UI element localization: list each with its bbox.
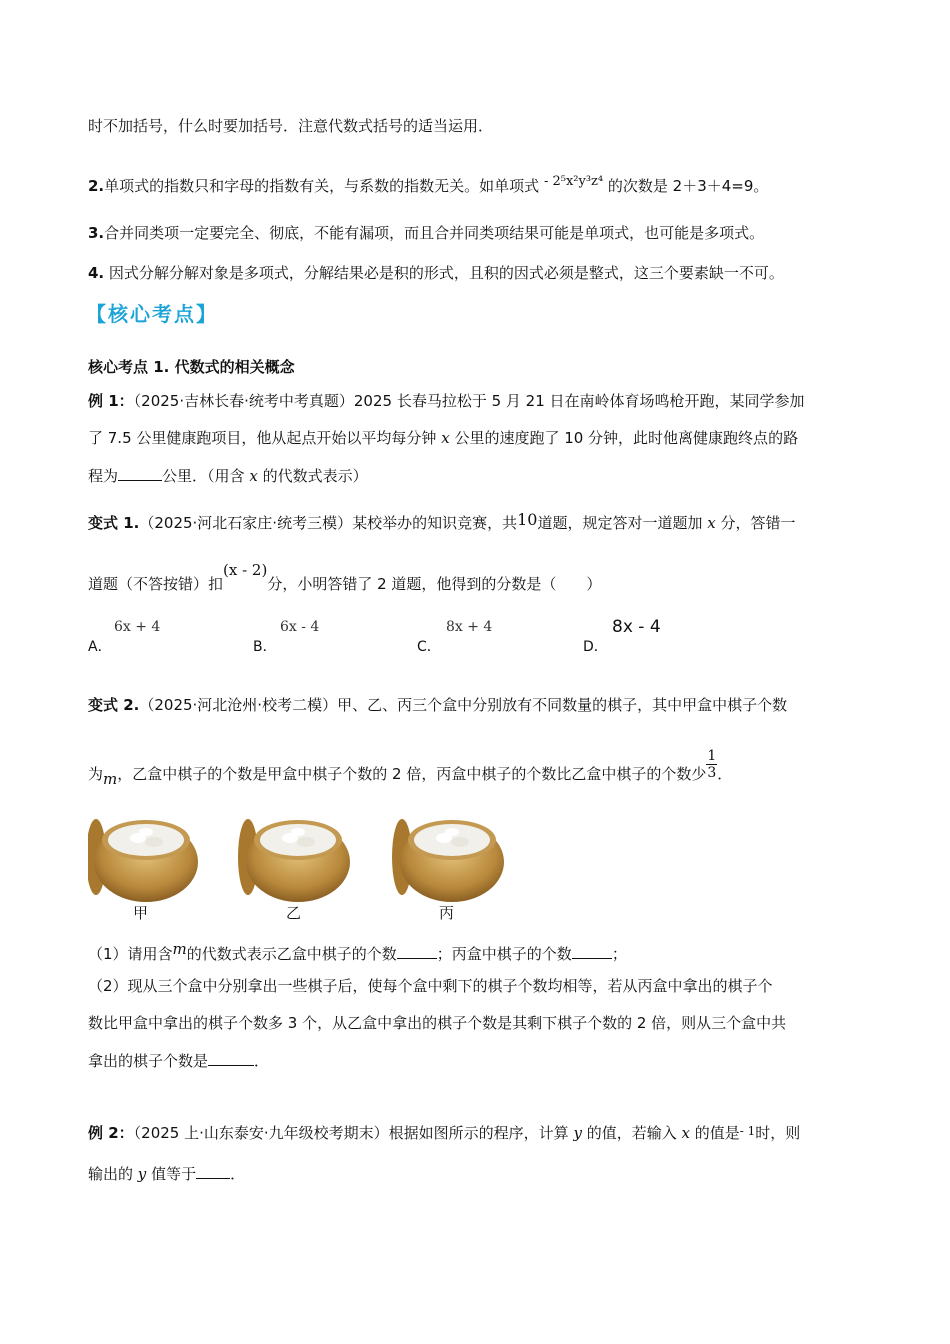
variant1-label: 变式 1. (88, 514, 140, 532)
document-page: 时不加括号，什么时要加括号．注意代数式括号的适当运用． 2.单项式的指数只和字母的指数有关，与系数的指数无关。如单项式 - 2⁵x²y³z⁴ 的次数是 2＋3＋4=9。 3.合并同类项一定要完全、彻底，不能有漏项，而且合并同类项结果可能是单项式，也可能是多项式。 4. 因式分解分解对象是多项式，分解结果必是积的形式，且积的因式必须是整式，这三个要素缺一不可。 【核心考点】 核心考点 1. 代数式的相关概念 例 1：（2025·吉林长春·统考中考真题）2025 长春马拉松于 5 月 21 日在南岭体育场鸣枪开跑，某同学参加 了 7.5 公里健康跑项目，他从起点开始以平均每分钟 x 公里的速度跑了 10 分钟，此时他离健康跑终点的路 程为 公里．（用含 x 的代数式表示） 变式 1.（2025·河北石家庄·统考三模）某校举办的知识竞赛，共10道题，规定答对一道题加 x 分，答错一 道题（不答按错）扣(x - 2)分，小明答错了 2 道题，他得到的分数是（ ） A． 6x + 4 B． 6x - 4 C． 8x + 4 D． 8x - 4 变式 2.（2025·河北沧州·校考二模）甲、乙、丙三个盒中分别放有不同数量的棋子，其中甲盒中棋子个数 为m，乙盒中棋子的个数是甲盒中棋子个数的 2 倍，丙盒中棋子的个数比乙盒中棋子的个数少 $\frac{1}{3}$ ． 甲 乙 丙 （1）请用含m的代数式表示乙盒中棋子的个数 ；丙盒中棋子的个数 ； （2）现从三个盒中分别拿出一些棋子后，使每个盒中剩下的棋子个数均相等，若从丙盒中拿出的棋子个 数比甲盒中拿出的棋子个数多 3 个，从乙盒中拿出的棋子个数是其剩下棋子个数的 2 倍，则从三个盒中共 拿出的棋子个数是 ． 例 2：（2025 上·山东泰安·九年级校考期末）根据如图所示的程序，计算 y 的值，若输入 x 的值是$^{- 1}$时，则 输出的 y 值等于 ． (86, 117, 805, 1183)
example1-line1: 例 1：（2025·吉林长春·统考中考真题）2025 长春马拉松于 5 月 21 日在南岭体育场鸣枪开跑，某同学参加 (88, 392, 805, 410)
example2-line1: 例 2：（2025 上·山东泰安·九年级校考期末）根据如图所示的程序，计算 y 的值，若输入 x 的值是$^{- 1}$时，则 (88, 1124, 801, 1142)
monomial-expression: - 2⁵x²y³z⁴ (543, 174, 604, 189)
q1-blank-bing[interactable] (572, 942, 612, 959)
core-point-title: 核心考点 1. 代数式的相关概念 (88, 358, 295, 376)
go-stone-boxes-image (88, 812, 508, 904)
q2-blank[interactable] (208, 1049, 254, 1066)
variant2-q2-line3: 拿出的棋子个数是 ． (88, 1049, 269, 1072)
paren-expression: (x - 2) (223, 561, 268, 579)
q1-blank-yi[interactable] (397, 942, 437, 959)
variant1-line1: 变式 1.（2025·河北石家庄·统考三模）某校举办的知识竞赛，共10道题，规定答对一道题加 x 分，答错一 (88, 510, 796, 532)
box-label-yi: 乙 (286, 904, 302, 922)
note-2: 2.单项式的指数只和字母的指数有关，与系数的指数无关。如单项式 - 2⁵x²y³z⁴ 的次数是 2＋3＋4=9。 (88, 174, 769, 195)
variant2-q2-line1: （2）现从三个盒中分别拿出一些棋子后，使每个盒中剩下的棋子个数均相等，若从丙盒中拿出的棋子个 (88, 977, 773, 995)
variant1-line2: 道题（不答按错）扣(x - 2)分，小明答错了 2 道题，他得到的分数是（ ） (88, 561, 602, 593)
variant2-line1: 变式 2.（2025·河北沧州·校考二模）甲、乙、丙三个盒中分别放有不同数量的棋子，其中甲盒中棋子个数 (88, 696, 788, 714)
note-3: 3.合并同类项一定要完全、彻底，不能有漏项，而且合并同类项结果可能是单项式，也可能是多项式。 (88, 224, 765, 242)
example2-label: 例 2： (88, 1124, 134, 1142)
variant2-q2-line2: 数比甲盒中拿出的棋子个数多 3 个，从乙盒中拿出的棋子个数是其剩下棋子个数的 2 倍，则从三个盒中共 (88, 1014, 787, 1032)
variant2-label: 变式 2. (88, 696, 140, 714)
example2-line2: 输出的 y 值等于 ． (88, 1162, 245, 1185)
note-4: 4. 因式分解分解对象是多项式，分解结果必是积的形式，且积的因式必须是整式，这三个要素缺一不可。 (88, 264, 784, 282)
fraction-one-third: $\frac{1}{3}$ (707, 748, 717, 781)
example1-line2: 了 7.5 公里健康跑项目，他从起点开始以平均每分钟 x 公里的速度跑了 10 分钟，此时他离健康跑终点的路 (88, 429, 799, 447)
note-continuation: 时不加括号，什么时要加括号．注意代数式括号的适当运用． (88, 117, 494, 135)
variant2-line2: 为m，乙盒中棋子的个数是甲盒中棋子个数的 2 倍，丙盒中棋子的个数比乙盒中棋子的个数少 $\frac{1}{3}$ ． (88, 748, 733, 788)
example2-blank[interactable] (196, 1162, 230, 1179)
answer-blank[interactable] (118, 464, 162, 481)
box-jia (88, 819, 198, 902)
box-yi (238, 819, 350, 902)
box-label-jia: 甲 (133, 904, 149, 922)
variant2-q1: （1）请用含m的代数式表示乙盒中棋子的个数 ；丙盒中棋子的个数 ； (88, 940, 627, 963)
box-bing (392, 819, 504, 902)
example1-line3: 程为 公里．（用含 x 的代数式表示） (88, 464, 368, 487)
section-header: 【核心考点】 (86, 302, 218, 326)
example1-label: 例 1： (88, 392, 134, 410)
box-label-bing: 丙 (439, 904, 455, 922)
